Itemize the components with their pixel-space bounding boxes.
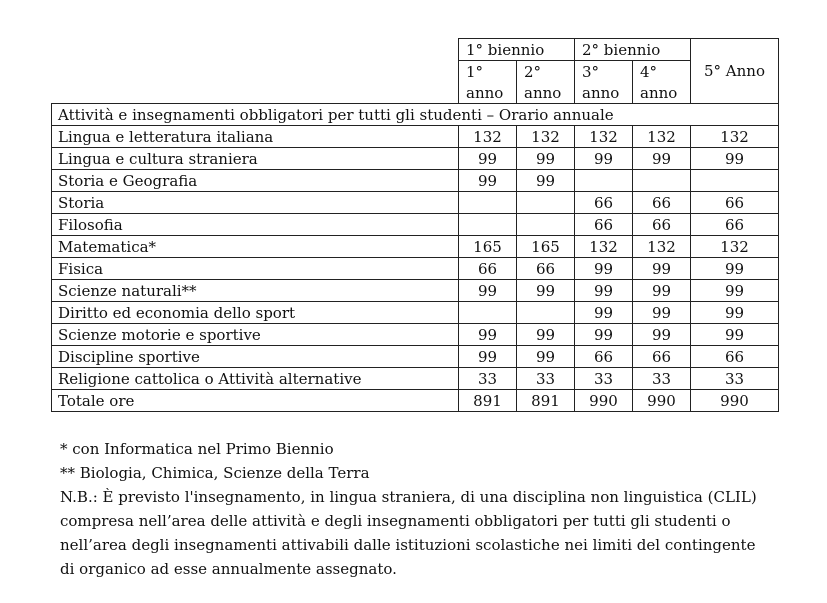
nb-line-4: di organico ad esse annualmente assegnato. <box>60 560 397 578</box>
hours-year-4: 132 <box>633 236 691 258</box>
total-year-4: 990 <box>633 390 691 412</box>
table-row <box>52 170 779 192</box>
hours-year-1: 99 <box>459 324 517 346</box>
footnotes <box>60 437 780 581</box>
hours-year-1: 99 <box>459 148 517 170</box>
hours-year-2: 33 <box>517 368 575 390</box>
hours-year-2: 165 <box>517 236 575 258</box>
year-3-ordinal: 3° <box>575 61 633 83</box>
hours-year-5: 99 <box>691 258 779 280</box>
year-4-anno: anno <box>633 82 691 104</box>
hours-year-3: 99 <box>575 280 633 302</box>
hours-year-2: 99 <box>517 324 575 346</box>
hours-year-3: 66 <box>575 192 633 214</box>
hours-year-3: 66 <box>575 346 633 368</box>
hours-year-4: 66 <box>633 346 691 368</box>
hours-year-2: 99 <box>517 280 575 302</box>
year-1-anno: anno <box>459 82 517 104</box>
table-row <box>52 214 779 236</box>
subject-name: Storia e Geografia <box>52 170 459 192</box>
table-row <box>52 280 779 302</box>
nb-line-3: nell’area degli insegnamenti attivabili dalle istituzioni scolastiche nei limiti del contingente <box>60 536 756 554</box>
hours-year-4: 66 <box>633 192 691 214</box>
group-biennio-1: 1° biennio <box>459 39 575 61</box>
hours-year-3: 66 <box>575 214 633 236</box>
hours-year-2 <box>517 192 575 214</box>
subject-name: Filosofia <box>52 214 459 236</box>
table-row <box>52 324 779 346</box>
subject-name: Lingua e letteratura italiana <box>52 126 459 148</box>
hours-year-1: 66 <box>459 258 517 280</box>
hours-year-5: 99 <box>691 324 779 346</box>
hours-year-5: 99 <box>691 302 779 324</box>
hours-year-1: 99 <box>459 346 517 368</box>
table-row <box>52 346 779 368</box>
hours-year-5: 66 <box>691 346 779 368</box>
hours-year-5: 33 <box>691 368 779 390</box>
group-biennio-2: 2° biennio <box>575 39 691 61</box>
hours-year-2: 99 <box>517 170 575 192</box>
table-row <box>52 302 779 324</box>
total-year-5: 990 <box>691 390 779 412</box>
subject-name: Diritto ed economia dello sport <box>52 302 459 324</box>
table-row <box>52 192 779 214</box>
hours-year-3 <box>575 170 633 192</box>
hours-year-2 <box>517 214 575 236</box>
year-2-ordinal: 2° <box>517 61 575 83</box>
section-label: Attività e insegnamenti obbligatori per tutti gli studenti – Orario annuale <box>52 104 779 126</box>
hours-year-4: 33 <box>633 368 691 390</box>
hours-year-3: 99 <box>575 148 633 170</box>
hours-year-5 <box>691 170 779 192</box>
footnote-scienze: ** Biologia, Chimica, Scienze della Terra <box>60 464 370 482</box>
subject-name: Lingua e cultura straniera <box>52 148 459 170</box>
hours-year-5: 132 <box>691 236 779 258</box>
hours-year-1: 132 <box>459 126 517 148</box>
year-3-anno: anno <box>575 82 633 104</box>
year-1-ordinal: 1° <box>459 61 517 83</box>
hours-year-4: 99 <box>633 324 691 346</box>
hours-year-5: 66 <box>691 192 779 214</box>
hours-year-4: 99 <box>633 302 691 324</box>
hours-year-4 <box>633 170 691 192</box>
hours-year-1 <box>459 192 517 214</box>
table-row <box>52 258 779 280</box>
hours-year-5: 132 <box>691 126 779 148</box>
table-row <box>52 368 779 390</box>
total-year-2: 891 <box>517 390 575 412</box>
hours-year-4: 132 <box>633 126 691 148</box>
subject-name: Fisica <box>52 258 459 280</box>
year-2-anno: anno <box>517 82 575 104</box>
header-row-groups <box>52 39 779 61</box>
hours-year-1: 99 <box>459 170 517 192</box>
year-4-ordinal: 4° <box>633 61 691 83</box>
hours-year-3: 99 <box>575 302 633 324</box>
hours-year-4: 66 <box>633 214 691 236</box>
hours-year-3: 33 <box>575 368 633 390</box>
subject-name: Scienze motorie e sportive <box>52 324 459 346</box>
subject-name: Religione cattolica o Attività alternative <box>52 368 459 390</box>
hours-year-4: 99 <box>633 148 691 170</box>
hours-year-3: 132 <box>575 126 633 148</box>
hours-year-4: 99 <box>633 280 691 302</box>
footnote-matematica: * con Informatica nel Primo Biennio <box>60 440 334 458</box>
subject-name: Matematica* <box>52 236 459 258</box>
subject-name: Scienze naturali** <box>52 280 459 302</box>
nb-line-2: compresa nell’area delle attività e degli insegnamenti obbligatori per tutti gli studenti o <box>60 512 731 530</box>
subject-name: Discipline sportive <box>52 346 459 368</box>
nb-line-1: N.B.: È previsto l'insegnamento, in lingua straniera, di una disciplina non linguistica (CLIL) <box>60 488 757 506</box>
table-row <box>52 148 779 170</box>
hours-year-4: 99 <box>633 258 691 280</box>
hours-year-5: 99 <box>691 148 779 170</box>
table-row <box>52 126 779 148</box>
hours-year-2: 99 <box>517 346 575 368</box>
total-row <box>52 390 779 412</box>
hours-year-2: 99 <box>517 148 575 170</box>
hours-year-1: 99 <box>459 280 517 302</box>
group-fifth-year: 5° Anno <box>691 39 779 104</box>
hours-year-5: 99 <box>691 280 779 302</box>
total-label: Totale ore <box>52 390 459 412</box>
subject-name: Storia <box>52 192 459 214</box>
hours-year-3: 132 <box>575 236 633 258</box>
hours-year-5: 66 <box>691 214 779 236</box>
hours-year-2 <box>517 302 575 324</box>
hours-year-2: 132 <box>517 126 575 148</box>
table-row <box>52 236 779 258</box>
hours-year-1 <box>459 302 517 324</box>
hours-year-3: 99 <box>575 258 633 280</box>
hours-year-1: 165 <box>459 236 517 258</box>
total-year-1: 891 <box>459 390 517 412</box>
hours-year-2: 66 <box>517 258 575 280</box>
section-row <box>52 104 779 126</box>
hours-year-3: 99 <box>575 324 633 346</box>
timetable <box>51 38 779 412</box>
hours-year-1: 33 <box>459 368 517 390</box>
hours-year-1 <box>459 214 517 236</box>
total-year-3: 990 <box>575 390 633 412</box>
header-blank-cell <box>52 39 459 104</box>
